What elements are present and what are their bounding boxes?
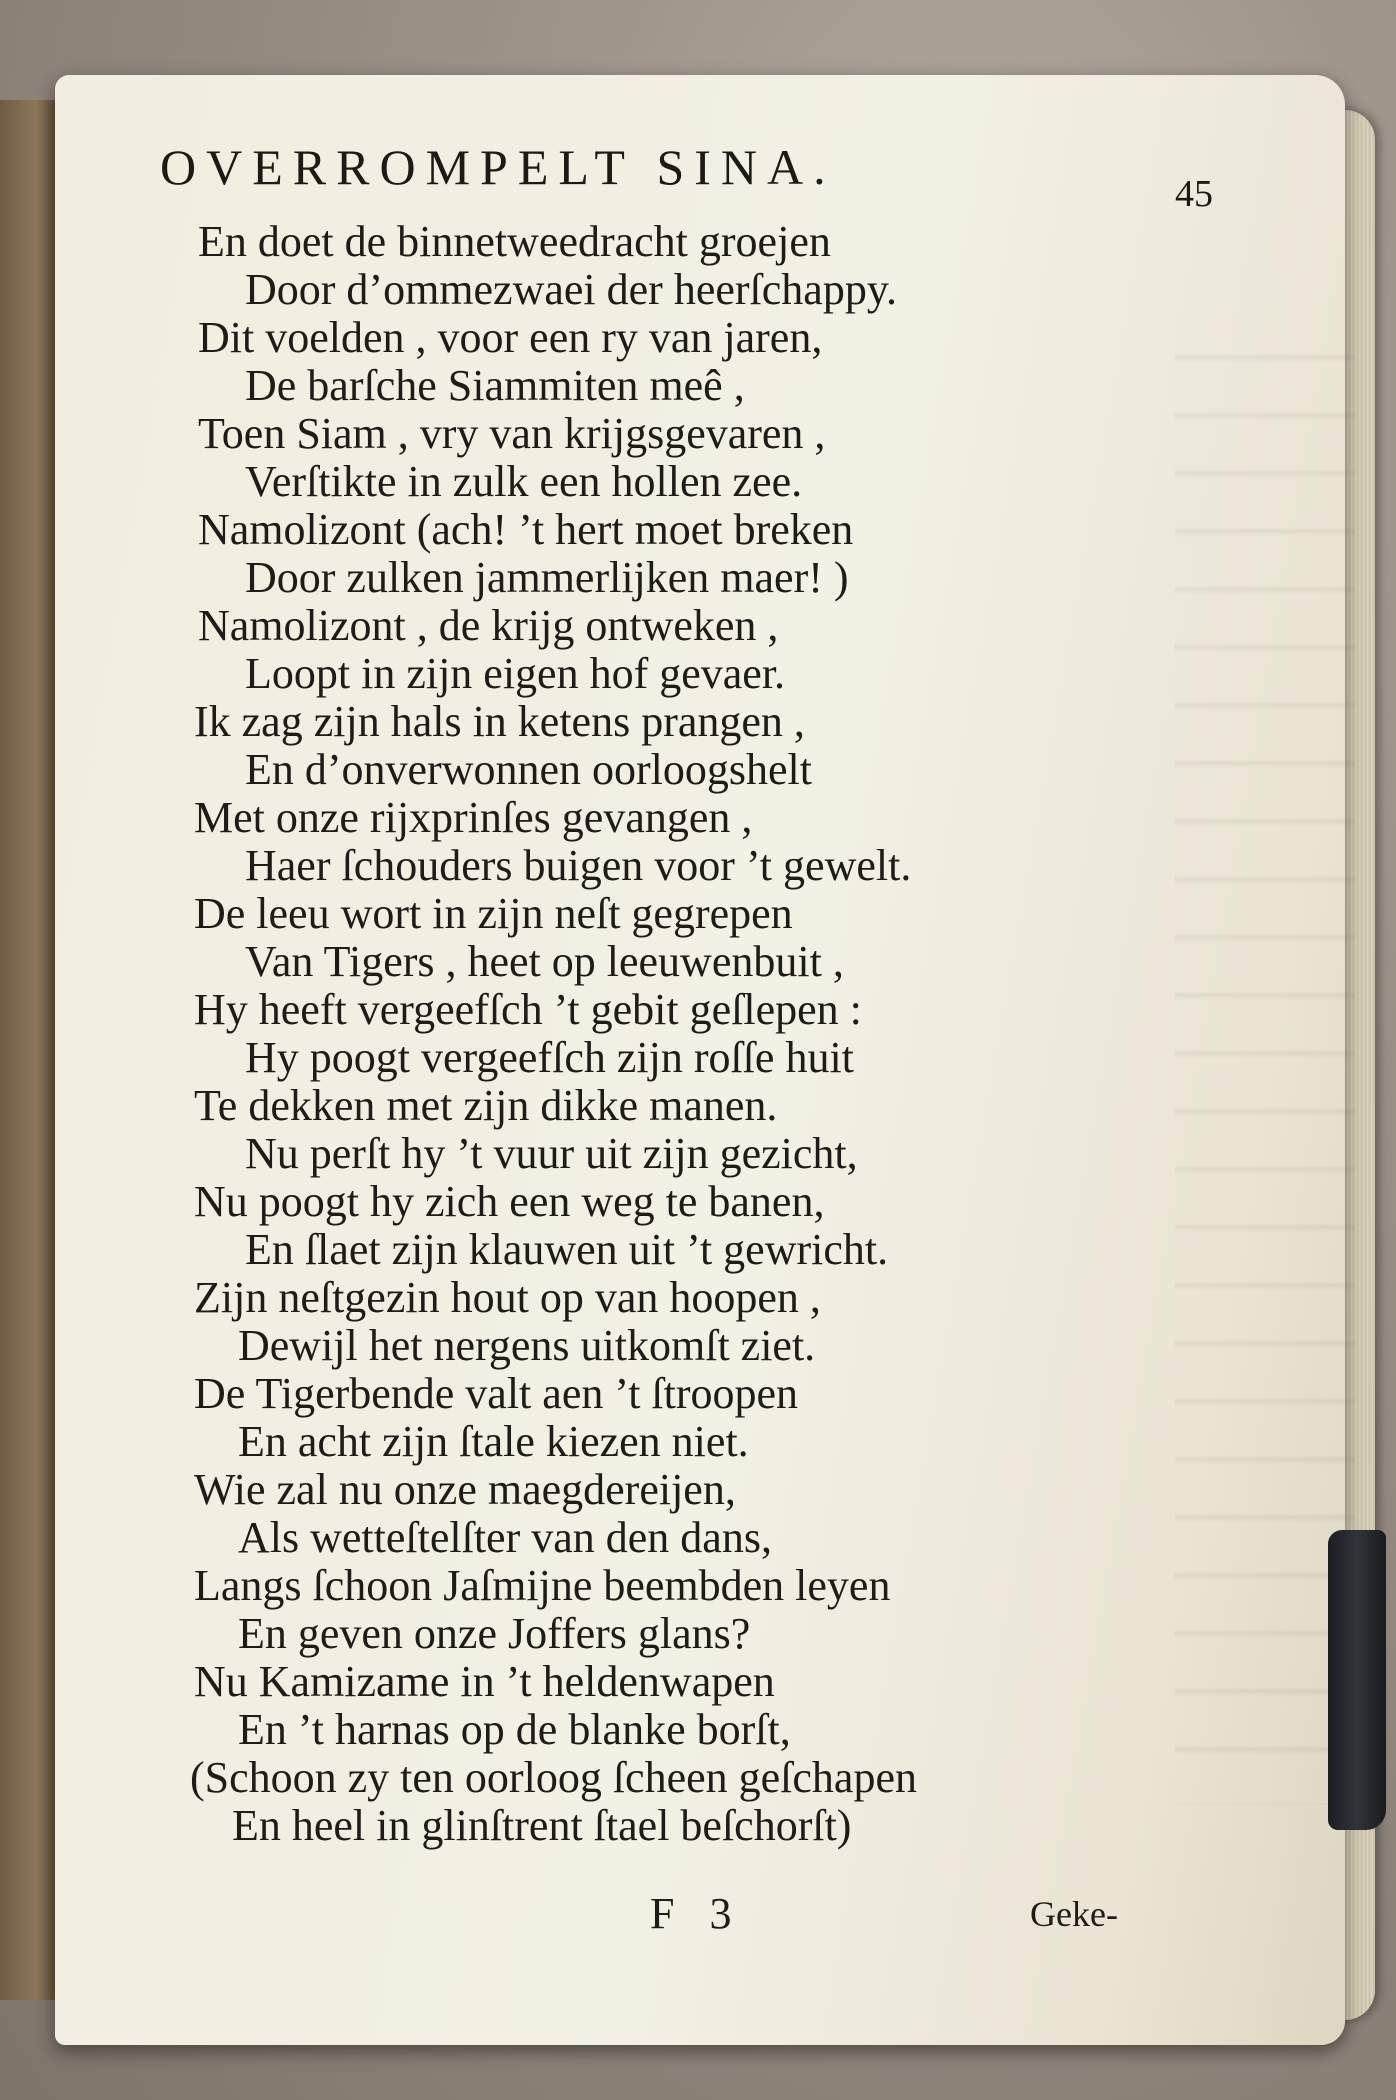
verse-line: En heel in glinſtrent ſtael beſchorſt) <box>232 1801 852 1850</box>
verse-line: Als wetteſtelſter van den dans, <box>238 1513 772 1562</box>
verse-line: De barſche Siammiten meê , <box>245 361 745 410</box>
verse-line: Nu perſt hy ’t vuur uit zijn gezicht, <box>245 1129 858 1178</box>
verse-line: Hy heeft vergeefſch ’t gebit geſlepen : <box>194 985 862 1034</box>
verse-line: Door d’ommezwaei der heerſchappy. <box>245 265 897 314</box>
verse-line: En ’t harnas op de blanke borſt, <box>238 1705 791 1754</box>
verse-line: En d’onverwonnen oorloogshelt <box>245 745 812 794</box>
verse-line: En ſlaet zijn klauwen uit ’t gewricht. <box>245 1225 889 1274</box>
verse-line: De leeu wort in zijn neſt gegrepen <box>194 889 793 938</box>
verse-line: Van Tigers , heet op leeuwenbuit , <box>245 937 844 986</box>
page-number: 45 <box>1175 173 1213 215</box>
verse-line: Langs ſchoon Jaſmijne beembden leyen <box>194 1561 891 1610</box>
verse-line: Ik zag zijn hals in ketens prangen , <box>194 697 805 746</box>
verse-line: (Schoon zy ten oorloog ſcheen geſchapen <box>190 1753 917 1802</box>
verse-line: En acht zijn ſtale kiezen niet. <box>238 1417 749 1466</box>
verse-line: Namolizont (ach! ’t hert moet breken <box>198 505 854 554</box>
verse-line: Haer ſchouders buigen voor ’t gewelt. <box>245 841 912 890</box>
running-title: OVERROMPELT SINA. <box>160 139 836 195</box>
verse-line: En doet de binnetweedracht groejen <box>198 217 831 266</box>
verse-line: Loopt in zijn eigen hof gevaer. <box>245 649 786 698</box>
catchword: Geke- <box>1030 1894 1118 1934</box>
facing-page-edge <box>0 100 60 2000</box>
verse-line: En geven onze Joffers glans? <box>238 1609 751 1658</box>
fabric-tab <box>1328 1530 1386 1830</box>
verse-line: Zijn neſtgezin hout op van hoopen , <box>194 1273 821 1322</box>
verse-line: Verſtikte in zulk een hollen zee. <box>245 457 803 506</box>
verse-line: Wie zal nu onze maegdereijen, <box>194 1465 736 1514</box>
verse-line: Nu poogt hy zich een weg te banen, <box>194 1177 825 1226</box>
verse-line: Namolizont , de krijg ontweken , <box>198 601 779 650</box>
verse-line: Nu Kamizame in ’t heldenwapen <box>194 1657 775 1706</box>
verse-line: Hy poogt vergeefſch zijn roſſe huit <box>245 1033 854 1082</box>
verse-line: Te dekken met zijn dikke manen. <box>194 1081 778 1130</box>
signature-mark: F 3 <box>650 1889 744 1938</box>
verse-line: Toen Siam , vry van krijgsgevaren , <box>198 409 826 458</box>
verse-line: Dit voelden , voor een ry van jaren, <box>198 313 823 362</box>
verse-line: Met onze rijxprinſes gevangen , <box>194 793 753 842</box>
verse-line: Door zulken jammerlijken maer! ) <box>245 553 849 602</box>
verse-line: Dewijl het nergens uitkomſt ziet. <box>238 1321 816 1370</box>
verse-line: De Tigerbende valt aen ’t ſtroopen <box>194 1369 799 1418</box>
